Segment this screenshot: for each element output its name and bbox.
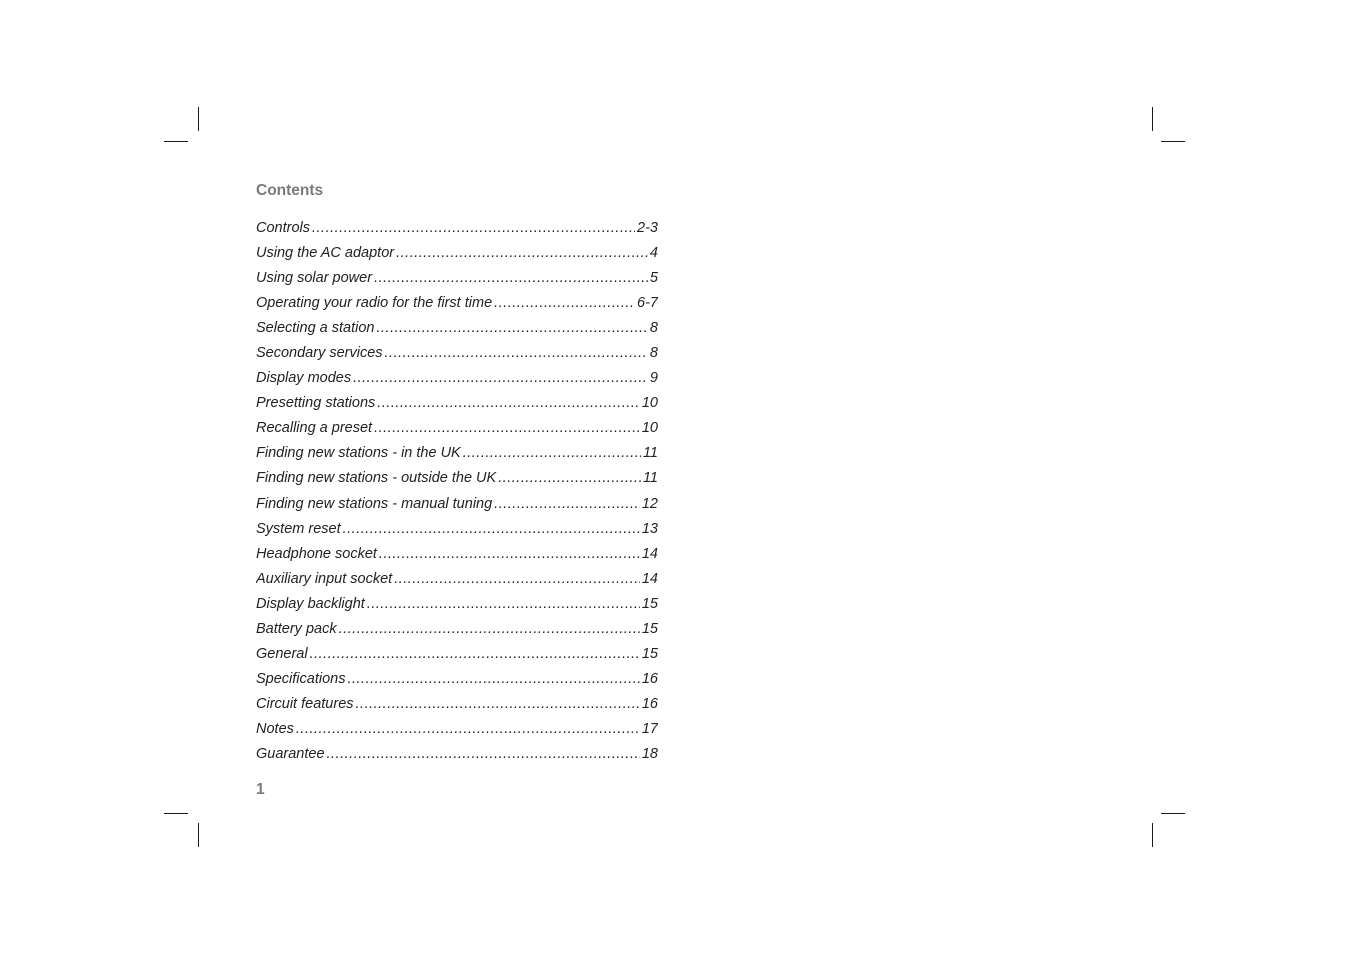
toc-entry-title: General	[256, 645, 308, 662]
toc-entry[interactable]	[256, 245, 658, 270]
crop-mark-top-right-vertical	[1152, 107, 1153, 131]
toc-entry-title: System reset	[256, 520, 341, 537]
toc-entry-page: 6-7	[637, 295, 658, 312]
toc-entry-page: 15	[641, 620, 658, 637]
toc-leader-dots	[296, 721, 640, 737]
toc-entry-page: 14	[641, 545, 658, 562]
toc-entry-page: 16	[641, 695, 658, 712]
toc-entry-title: Guarantee	[256, 745, 325, 762]
table-of-contents	[256, 220, 658, 771]
toc-entry-title: Selecting a station	[256, 320, 375, 337]
toc-entry[interactable]	[256, 521, 658, 546]
toc-leader-dots	[347, 671, 639, 687]
toc-entry-title: Presetting stations	[256, 395, 376, 412]
toc-entry[interactable]	[256, 320, 658, 345]
toc-entry-page: 18	[641, 745, 658, 762]
toc-entry-page: 14	[641, 570, 658, 587]
toc-entry[interactable]	[256, 395, 658, 420]
toc-entry-page: 10	[641, 420, 658, 437]
toc-entry[interactable]	[256, 746, 658, 771]
toc-entry-page: 12	[641, 495, 658, 512]
toc-entry-title: Specifications	[256, 670, 346, 687]
toc-entry-page: 15	[641, 595, 658, 612]
toc-entry-page: 2-3	[637, 220, 658, 236]
toc-entry-page: 17	[641, 720, 658, 737]
toc-entry-page: 8	[649, 345, 658, 362]
toc-leader-dots	[353, 370, 648, 386]
toc-leader-dots	[494, 496, 640, 512]
toc-entry-page: 16	[641, 670, 658, 687]
crop-mark-bottom-right-horizontal	[1161, 813, 1185, 814]
toc-leader-dots	[343, 521, 640, 537]
toc-leader-dots	[377, 395, 640, 411]
crop-mark-top-left-vertical	[198, 107, 199, 131]
toc-entry[interactable]	[256, 220, 658, 245]
toc-entry-page: 11	[642, 470, 658, 487]
toc-entry[interactable]	[256, 420, 658, 445]
crop-mark-bottom-right-vertical	[1152, 823, 1153, 847]
toc-entry[interactable]	[256, 546, 658, 571]
toc-leader-dots	[312, 220, 635, 236]
toc-entry-title: Display modes	[256, 370, 352, 387]
toc-entry[interactable]	[256, 270, 658, 295]
toc-entry-title: Display backlight	[256, 595, 365, 612]
toc-entry-title: Finding new stations - manual tuning	[256, 495, 493, 512]
toc-entry-title: Battery pack	[256, 620, 337, 637]
toc-entry-title: Operating your radio for the first time	[256, 295, 493, 312]
toc-entry-page: 5	[649, 270, 658, 287]
toc-entry[interactable]	[256, 596, 658, 621]
page-title: Contents	[256, 182, 324, 199]
toc-entry-page: 4	[649, 245, 658, 262]
toc-leader-dots	[367, 596, 640, 612]
toc-leader-dots	[310, 646, 640, 662]
page-number: 1	[256, 781, 265, 798]
crop-mark-bottom-left-vertical	[198, 823, 199, 847]
toc-entry-page: 9	[649, 370, 658, 387]
toc-entry-title: Circuit features	[256, 695, 354, 712]
toc-leader-dots	[463, 445, 641, 461]
toc-entry[interactable]	[256, 496, 658, 521]
crop-mark-bottom-left-horizontal	[164, 813, 188, 814]
toc-leader-dots	[385, 345, 648, 361]
crop-mark-top-right-horizontal	[1161, 141, 1185, 142]
crop-mark-top-left-horizontal	[164, 141, 188, 142]
toc-leader-dots	[396, 245, 648, 261]
toc-entry-title: Notes	[256, 720, 294, 737]
toc-entry-page: 11	[642, 445, 658, 462]
toc-entry-page: 8	[649, 320, 658, 337]
toc-leader-dots	[339, 621, 640, 637]
toc-leader-dots	[498, 470, 641, 486]
toc-entry-title: Controls	[256, 220, 310, 236]
toc-entry-page: 15	[641, 645, 658, 662]
toc-entry[interactable]	[256, 621, 658, 646]
toc-entry-title: Finding new stations - outside the UK	[256, 470, 497, 487]
toc-entry-title: Using solar power	[256, 270, 373, 287]
toc-entry-title: Recalling a preset	[256, 420, 373, 437]
toc-leader-dots	[356, 696, 640, 712]
toc-entry-title: Secondary services	[256, 345, 383, 362]
toc-leader-dots	[494, 295, 635, 311]
toc-leader-dots	[379, 546, 640, 562]
toc-entry[interactable]	[256, 370, 658, 395]
toc-entry[interactable]	[256, 445, 658, 470]
toc-entry[interactable]	[256, 345, 658, 370]
toc-leader-dots	[377, 320, 648, 336]
toc-entry[interactable]	[256, 646, 658, 671]
toc-entry[interactable]	[256, 571, 658, 596]
toc-entry[interactable]	[256, 295, 658, 320]
toc-entry-title: Headphone socket	[256, 545, 377, 562]
toc-entry-page: 13	[641, 520, 658, 537]
toc-leader-dots	[374, 420, 640, 436]
toc-entry-title: Finding new stations - in the UK	[256, 445, 461, 462]
toc-entry-title: Using the AC adaptor	[256, 245, 395, 262]
toc-entry[interactable]	[256, 470, 658, 495]
toc-entry-title: Auxiliary input socket	[256, 570, 393, 587]
toc-entry[interactable]	[256, 696, 658, 721]
toc-leader-dots	[394, 571, 640, 587]
toc-leader-dots	[327, 746, 640, 762]
toc-leader-dots	[374, 270, 648, 286]
toc-entry-page: 10	[641, 395, 658, 412]
toc-entry[interactable]	[256, 671, 658, 696]
toc-entry[interactable]	[256, 721, 658, 746]
